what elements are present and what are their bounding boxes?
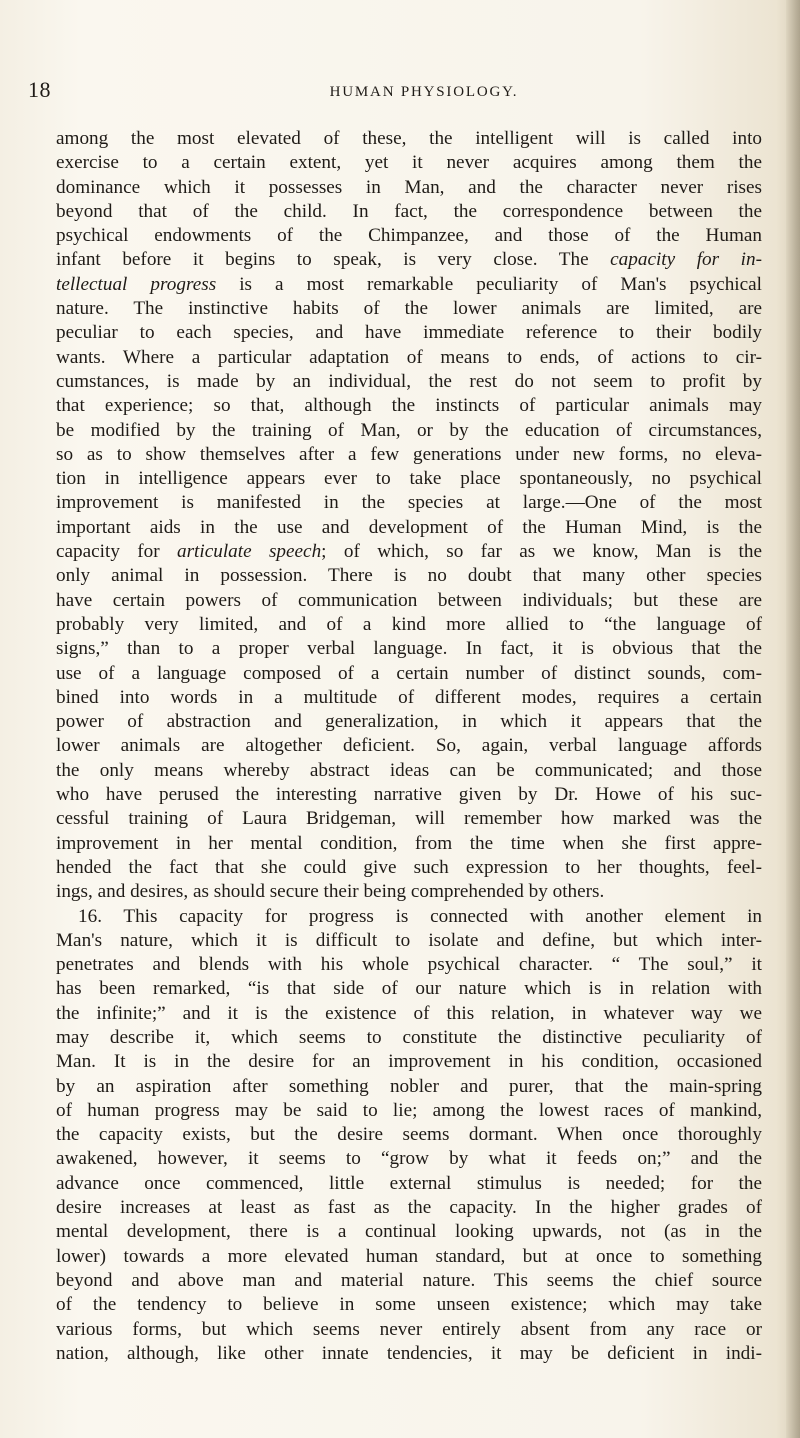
paragraph-start-line: 16. This capacity for progress is connected with another element in [78, 905, 762, 927]
text-line: improvement is manifested in the species at large.—One of the most [56, 492, 762, 514]
text-line: among the most elevated of these, the intelligent will is called into [56, 128, 762, 149]
text-line: penetrates and blends with his whole psychical character. “ The soul,” it [56, 954, 762, 976]
text-line: signs,” than to a proper verbal language. In fact, it is obvious that the [56, 638, 762, 660]
text-line: ings, and desires, as should secure their being comprehended by others. [56, 881, 605, 903]
text-line: of the tendency to believe in some unseen existence; which may take [56, 1294, 762, 1316]
text-line: who have perused the interesting narrative given by Dr. Howe of his suc- [56, 784, 762, 806]
text-line: Man. It is in the desire for an improvement in his condition, occasioned [56, 1051, 762, 1073]
text-line: the only means whereby abstract ideas can be communicated; and those [56, 759, 762, 781]
text-line: capacity for articulate speech; of which, so far as we know, Man is the [56, 541, 762, 563]
text-line: mental development, there is a continual looking upwards, not (as in the [56, 1221, 762, 1243]
running-head: HUMAN PHYSIOLOGY. [329, 84, 519, 100]
text-line: only animal in possession. There is no doubt that many other species [56, 565, 762, 587]
text-line: peculiar to each species, and have immediate reference to their bodily [56, 322, 762, 344]
text-line: exercise to a certain extent, yet it never acquires among them the [56, 152, 762, 174]
text-line: lower) towards a more elevated human standard, but at once to something [56, 1245, 762, 1267]
text-line: cessful training of Laura Bridgeman, will remember how marked was the [56, 808, 762, 830]
text-line: lower animals are altogether deficient. So, again, verbal language affords [56, 735, 762, 757]
text-line: beyond and above man and material nature. This seems the chief source [56, 1269, 762, 1291]
page-edge-shadow [786, 0, 800, 1438]
text-line: cumstances, is made by an individual, the rest do not seem to profit by [56, 370, 762, 392]
text-line: desire increases at least as fast as the capacity. In the higher grades of [56, 1197, 762, 1219]
text-line: so as to show themselves after a few generations under new forms, no eleva- [56, 443, 762, 465]
text-line: dominance which it possesses in Man, and the character never rises [56, 176, 762, 198]
text-line: the infinite;” and it is the existence of this relation, in whatever way we [56, 1002, 762, 1024]
text-line: probably very limited, and of a kind more allied to “the language of [56, 613, 762, 635]
text-line: hended the fact that she could give such expression to her thoughts, feel- [56, 856, 762, 878]
page-header [28, 79, 780, 105]
text-line: awakened, however, it seems to “grow by what it feeds on;” and the [56, 1148, 762, 1170]
text-line: various forms, but which seems never entirely absent from any race or [56, 1318, 762, 1340]
text-line: nature. The instinctive habits of the lower animals are limited, are [56, 298, 762, 320]
page-number: 18 [28, 77, 51, 102]
text-line: be modified by the training of Man, or by the education of circumstances, [56, 419, 762, 441]
text-line: the capacity exists, but the desire seems dormant. When once thoroughly [56, 1124, 762, 1146]
text-line: nation, although, like other innate tendencies, it may be deficient in indi- [56, 1342, 762, 1364]
text-line: advance once commenced, little external stimulus is needed; for the [56, 1172, 762, 1194]
text-line: power of abstraction and generalization, in which it appears that the [56, 711, 762, 733]
text-line: has been remarked, “is that side of our nature which is in relation with [56, 978, 762, 1000]
text-line: Man's nature, which it is difficult to isolate and define, but which inter- [56, 929, 762, 951]
text-line: tion in intelligence appears ever to take place spontaneously, no psychical [56, 468, 762, 490]
text-line: of human progress may be said to lie; among the lowest races of mankind, [56, 1099, 762, 1121]
text-line: have certain powers of communication between individuals; but these are [56, 589, 762, 611]
text-line: may describe it, which seems to constitute the distinctive peculiarity of [56, 1026, 762, 1048]
text-line: tellectual progress is a most remarkable peculiarity of Man's psychical [56, 273, 762, 295]
text-line: infant before it begins to speak, is very close. The capacity for in- [56, 249, 762, 271]
text-line: use of a language composed of a certain number of distinct sounds, com- [56, 662, 762, 684]
text-line: that experience; so that, although the instincts of particular animals may [56, 395, 762, 417]
text-line: important aids in the use and development of the Human Mind, is the [56, 516, 762, 538]
text-line: wants. Where a particular adaptation of means to ends, of actions to cir- [56, 346, 762, 368]
text-line: psychical endowments of the Chimpanzee, and those of the Human [56, 225, 762, 247]
body-text [56, 127, 762, 1366]
text-line: by an aspiration after something nobler and purer, that the main-spring [56, 1075, 762, 1097]
text-line: beyond that of the child. In fact, the correspondence between the [56, 200, 762, 222]
text-line: bined into words in a multitude of different modes, requires a certain [56, 686, 762, 708]
text-line: improvement in her mental condition, from the time when she first appre- [56, 832, 762, 854]
